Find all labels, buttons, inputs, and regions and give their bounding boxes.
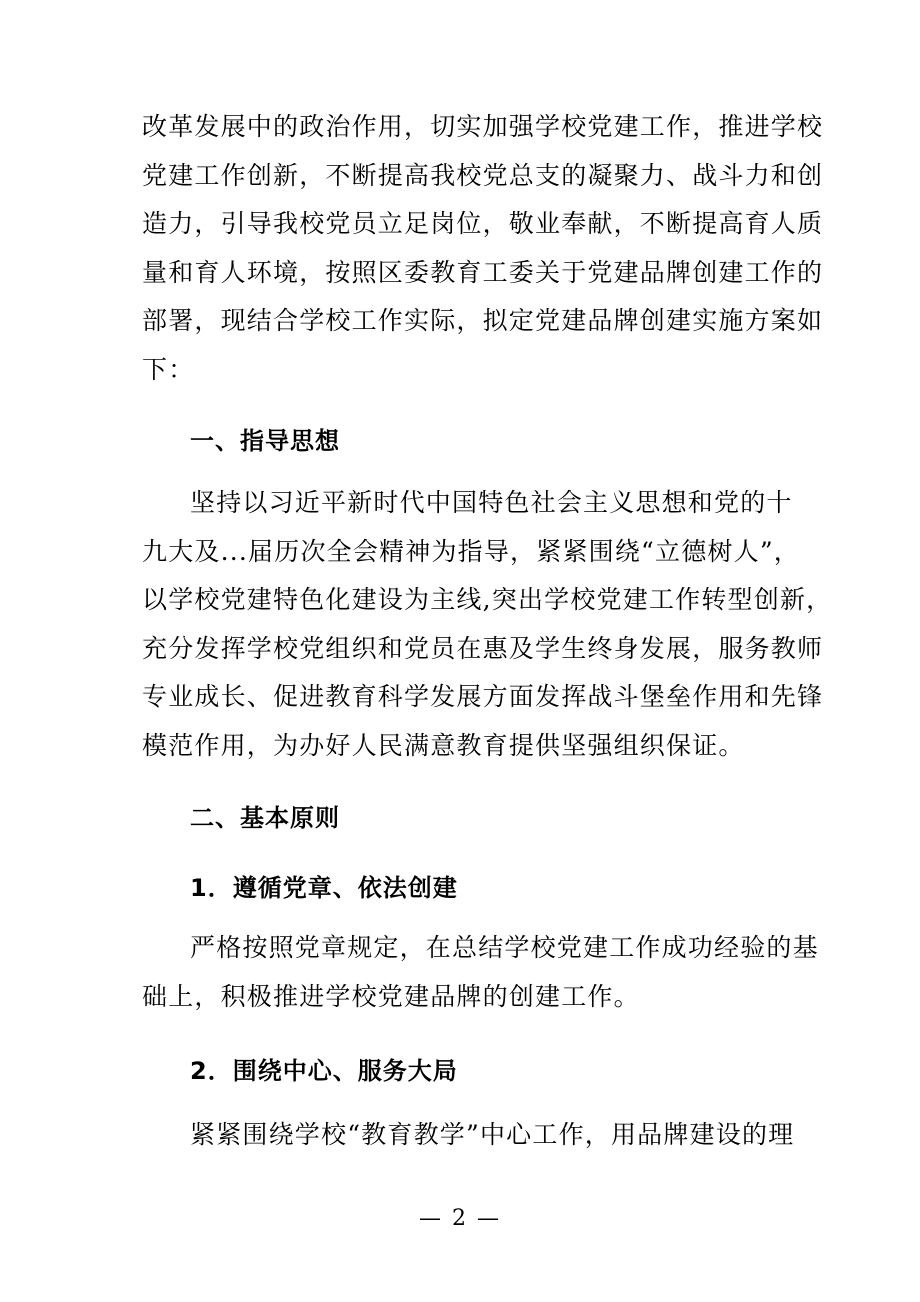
paragraph-line: 以学校党建特色化建设为主线,突出学校党建工作转型创新，: [142, 585, 833, 614]
paragraph-line: 部署，现结合学校工作实际，拟定党建品牌创建实施方案如: [142, 306, 824, 335]
intro-paragraph: [142, 103, 824, 394]
paragraph-line: 量和育人环境，按照区委教育工委关于党建品牌创建工作的: [142, 257, 824, 287]
paragraph-line: 下：: [142, 354, 195, 384]
paragraph-line: 模范作用，为办好人民满意教育提供坚强组织保证。: [142, 730, 745, 760]
paragraph-line: 九大及...届历次全会精神为指导，紧紧围绕“立德树人”，: [142, 536, 801, 566]
paragraph-line: 紧紧围绕学校“教育教学”中心工作，用品牌建设的理: [190, 1120, 795, 1149]
paragraph-line: 坚持以习近平新时代中国特色社会主义思想和党的十: [190, 488, 793, 517]
principle-1-paragraph: [142, 924, 819, 1021]
section-heading-guiding-ideology: 一、指导思想: [190, 427, 340, 455]
paragraph-line: 严格按照党章规定，在总结学校党建工作成功经验的基: [190, 933, 819, 962]
principle-2-title: 2．围绕中心、服务大局: [190, 1057, 458, 1085]
paragraph-line: 党建工作创新，不断提高我校党总支的凝聚力、战斗力和创: [142, 160, 824, 190]
guiding-ideology-paragraph: [142, 479, 833, 770]
page-number: — 2 —: [419, 1206, 501, 1231]
paragraph-line: 造力，引导我校党员立足岗位，敬业奉献，不断提高育人质: [142, 209, 824, 238]
principle-2-paragraph: [142, 1111, 795, 1160]
section-heading-basic-principles: 二、基本原则: [190, 804, 340, 832]
paragraph-line: 础上，积极推进学校党建品牌的创建工作。: [142, 981, 640, 1011]
paragraph-line: 改革发展中的政治作用，切实加强学校党建工作，推进学校: [142, 112, 824, 141]
paragraph-line: 专业成长、促进教育科学发展方面发挥战斗堡垒作用和先锋: [142, 682, 824, 711]
paragraph-line: 充分发挥学校党组织和党员在惠及学生终身发展，服务教师: [142, 633, 824, 663]
principle-1-title: 1．遵循党章、依法创建: [190, 874, 458, 902]
